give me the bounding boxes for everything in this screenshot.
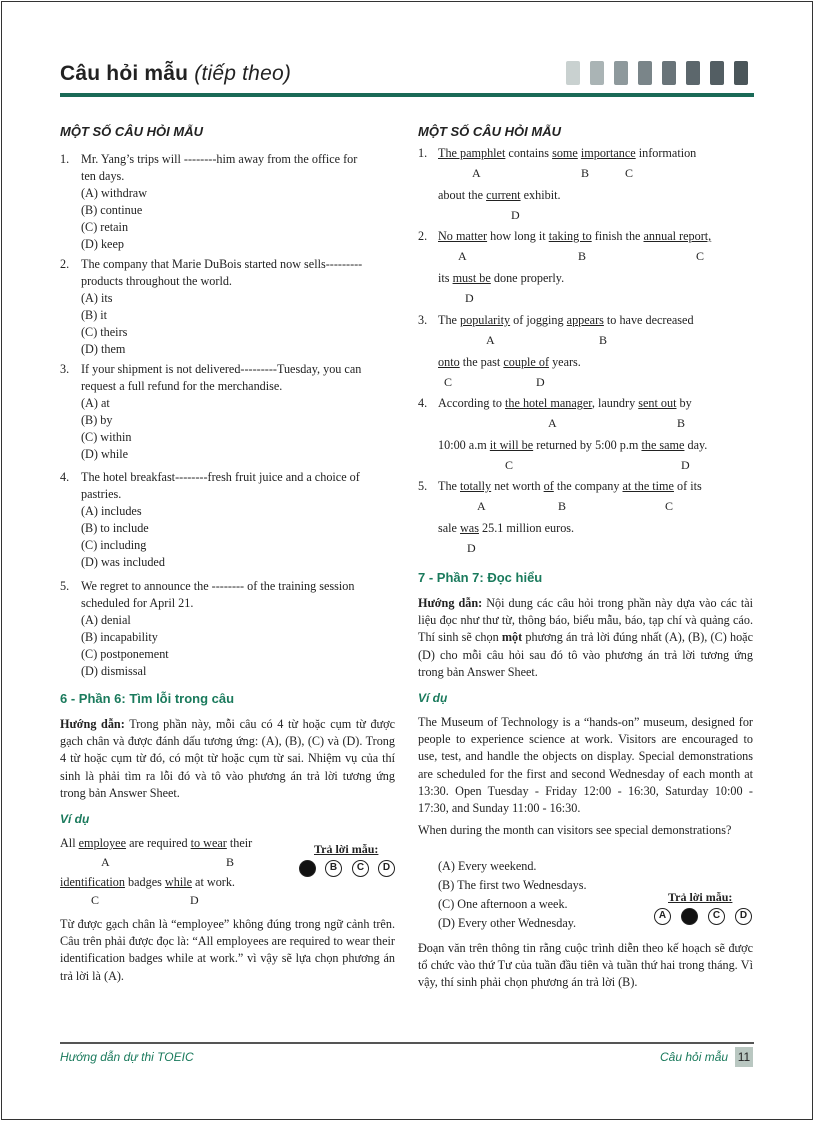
page-title: Câu hỏi mẫu (tiếp theo) (60, 62, 292, 85)
part7-option-b: (B) The first two Wednesdays. (438, 878, 587, 892)
header-block (686, 61, 700, 85)
page-number: 11 (735, 1047, 753, 1067)
q-letter: C (665, 499, 674, 513)
right-section-title: MỘT SỐ CÂU HỎI MẪU (418, 124, 561, 139)
footer-rule (60, 1042, 754, 1044)
part7-title: 7 - Phần 7: Đọc hiểu (418, 570, 543, 585)
left-question-option: (C) including (81, 538, 147, 552)
q-letter: A (548, 416, 557, 430)
part6-title: 6 - Phần 6: Tìm lỗi trong câu (60, 691, 235, 706)
left-question-option: (A) its (81, 291, 113, 305)
q-letter: A (472, 166, 481, 180)
q-letter: D (536, 375, 545, 389)
right-q4-line1: According to the hotel manager, laundry sent out by (438, 396, 692, 410)
left-question-option: (B) by (81, 413, 113, 427)
q-letter: D (465, 291, 474, 305)
part6-instructions: Hướng dẫn: Trong phần này, mỗi câu có 4 từ hoặc cụm từ được gạch chân và được đánh dấu tương ứng: (A), (B), (C) và (D). Trong 4 từ hoặc cụm từ đó, có một từ hoặc cụm từ sai. Nhiệm vụ của thí sinh là phải tìm ra lỗi đó và tô vào phương án trả lời tương ứng trong bản Answer Sheet. (60, 717, 396, 800)
header-block (734, 61, 748, 85)
q-letter: D (467, 541, 476, 555)
right-q3-number: 3. (418, 313, 428, 327)
answer-bubble-b-filled (681, 908, 698, 925)
part7-example-label: Ví dụ (418, 691, 448, 705)
right-q3-line2: onto the past couple of years. (438, 355, 581, 369)
header-block (662, 61, 676, 85)
part6-example-label: Ví dụ (60, 812, 90, 826)
left-question-text: The company that Marie DuBois started now sells--------- (81, 257, 363, 271)
header-block (590, 61, 604, 85)
q-letter: B (558, 499, 567, 513)
part6-example-line2: identification badges while at work. (60, 875, 235, 889)
left-question-text: ten days. (81, 169, 125, 183)
part7-question: When during the month can visitors see special demonstrations? (418, 823, 732, 837)
example-letter: B (226, 855, 235, 869)
left-question-option: (C) retain (81, 220, 129, 234)
left-question-option: (A) includes (81, 504, 142, 518)
left-question-number: 2. (60, 257, 70, 271)
part7-explanation: Đoạn văn trên thông tin rằng cuộc trình diễn theo kế hoạch sẽ được tổ chức vào thứ Tư của tuần đầu tiên và tuần thứ hai trong tháng. Vì vậy, thí sinh phải chọn phương án trả lời (B). (418, 941, 753, 990)
right-q5-number: 5. (418, 479, 428, 493)
answer-bubble-d: D (735, 908, 752, 925)
q-letter: B (599, 333, 608, 347)
answer-bubble-a: A (654, 908, 671, 925)
q-letter: B (677, 416, 686, 430)
left-question-option: (A) at (81, 396, 110, 410)
left-question-option: (C) within (81, 430, 132, 444)
right-q4-number: 4. (418, 396, 428, 410)
left-question-option: (C) theirs (81, 325, 128, 339)
museum-passage: The Museum of Technology is a “hands-on” museum, designed for people to experience science at work. Visitors are encouraged to use, test, and handle the objects on display. Special demonstrations are scheduled for the first and second Wednesday of each month at 13:30. Open Tuesday - Friday 12:00 - 16:30, Saturday 10:00 - 17:30, and Sunday 11:00 - 16:30. (418, 715, 753, 816)
left-question-text: scheduled for April 21. (81, 596, 194, 610)
answer-bubble-c: C (708, 908, 725, 925)
q-letter: A (458, 249, 467, 263)
left-question-number: 3. (60, 362, 70, 376)
q-letter: C (625, 166, 634, 180)
part7-option-a: (A) Every weekend. (438, 859, 537, 873)
left-question-number: 1. (60, 152, 70, 166)
left-question-option: (D) keep (81, 237, 124, 251)
example-letter: D (190, 893, 199, 907)
q-letter: B (581, 166, 590, 180)
header-rule (60, 93, 754, 97)
footer-left-text: Hướng dẫn dự thi TOEIC (60, 1050, 194, 1064)
answer-bubble-b: B (325, 860, 342, 877)
left-question-option: (A) withdraw (81, 186, 147, 200)
right-q1-line2: about the current exhibit. (438, 188, 561, 202)
q-letter: D (511, 208, 520, 222)
left-question-option: (D) was included (81, 555, 165, 569)
part6-explanation: Từ được gạch chân là “employee” không đúng trong ngữ cảnh trên. Câu trên phải được đọc là: “All employees are required to wear their identification badges while at work.” vì vậy sẽ lựa chọn phương án trả lời là (A). (60, 917, 395, 983)
left-question-text: We regret to announce the -------- of the training session (81, 579, 355, 593)
left-question-option: (A) denial (81, 613, 131, 627)
q-letter: A (477, 499, 486, 513)
left-question-number: 5. (60, 579, 70, 593)
left-question-option: (D) dismissal (81, 664, 147, 678)
left-question-option: (D) them (81, 342, 126, 356)
answer-bubble-d: D (378, 860, 395, 877)
left-question-text: Mr. Yang’s trips will --------him away from the office for (81, 152, 358, 166)
right-q2-line1: No matter how long it taking to finish the annual report, (438, 229, 712, 243)
left-question-text: products throughout the world. (81, 274, 232, 288)
example-letter: C (91, 893, 100, 907)
q-letter: C (505, 458, 514, 472)
part7-option-d: (D) Every other Wednesday. (438, 916, 577, 930)
right-q2-number: 2. (418, 229, 428, 243)
right-q5-line2: sale was 25.1 million euros. (438, 521, 575, 535)
header-block (638, 61, 652, 85)
q-letter: D (681, 458, 690, 472)
header-block (710, 61, 724, 85)
left-question-option: (B) it (81, 308, 108, 322)
part7-instructions: Hướng dẫn: Nội dung các câu hỏi trong phần này dựa vào các tài liệu đọc như thư từ, thông báo, biểu mẫu, báo, tạp chí và quảng cáo. Thí sinh sẽ chọn một phương án trả lời đúng nhất (A), (B), (C) hoặc (D) cho mỗi câu hỏi sau đó tô vào phương án trả lời tương ứng trong bản Answer Sheet. (418, 596, 754, 679)
answer-bubble-a-filled (299, 860, 316, 877)
right-q2-line2: its must be done properly. (438, 271, 565, 285)
right-q5-line1: The totally net worth of the company at the time of its (438, 479, 702, 493)
right-q3-line1: The popularity of jogging appears to have decreased (438, 313, 694, 327)
left-question-option: (B) continue (81, 203, 143, 217)
part6-example-line1: All employee are required to wear their (60, 836, 253, 850)
answer-sample-title: Trả lời mẫu: (668, 890, 733, 904)
left-question-option: (D) while (81, 447, 129, 461)
left-question-option: (B) incapability (81, 630, 158, 644)
left-question-text: If your shipment is not delivered---------Tuesday, you can (81, 362, 362, 376)
q-letter: B (578, 249, 587, 263)
left-question-text: The hotel breakfast--------fresh fruit juice and a choice of (81, 470, 360, 484)
header-block (614, 61, 628, 85)
left-question-option: (C) postponement (81, 647, 169, 661)
left-question-number: 4. (60, 470, 70, 484)
part7-option-c: (C) One afternoon a week. (438, 897, 568, 911)
example-letter: A (101, 855, 110, 869)
left-section-title: MỘT SỐ CÂU HỎI MẪU (60, 124, 203, 139)
header-block (566, 61, 580, 85)
right-q1-line1: The pamphlet contains some importance information (438, 146, 697, 160)
q-letter: C (696, 249, 705, 263)
q-letter: C (444, 375, 453, 389)
left-question-text: pastries. (81, 487, 122, 501)
footer-right-text: Câu hỏi mẫu (660, 1050, 729, 1064)
answer-bubble-c: C (352, 860, 369, 877)
left-question-option: (B) to include (81, 521, 149, 535)
q-letter: A (486, 333, 495, 347)
right-q1-number: 1. (418, 146, 428, 160)
right-q4-line2: 10:00 a.m it will be returned by 5:00 p.m the same day. (438, 438, 708, 452)
left-question-text: request a full refund for the merchandise. (81, 379, 283, 393)
answer-sample-title: Trả lời mẫu: (314, 842, 379, 856)
